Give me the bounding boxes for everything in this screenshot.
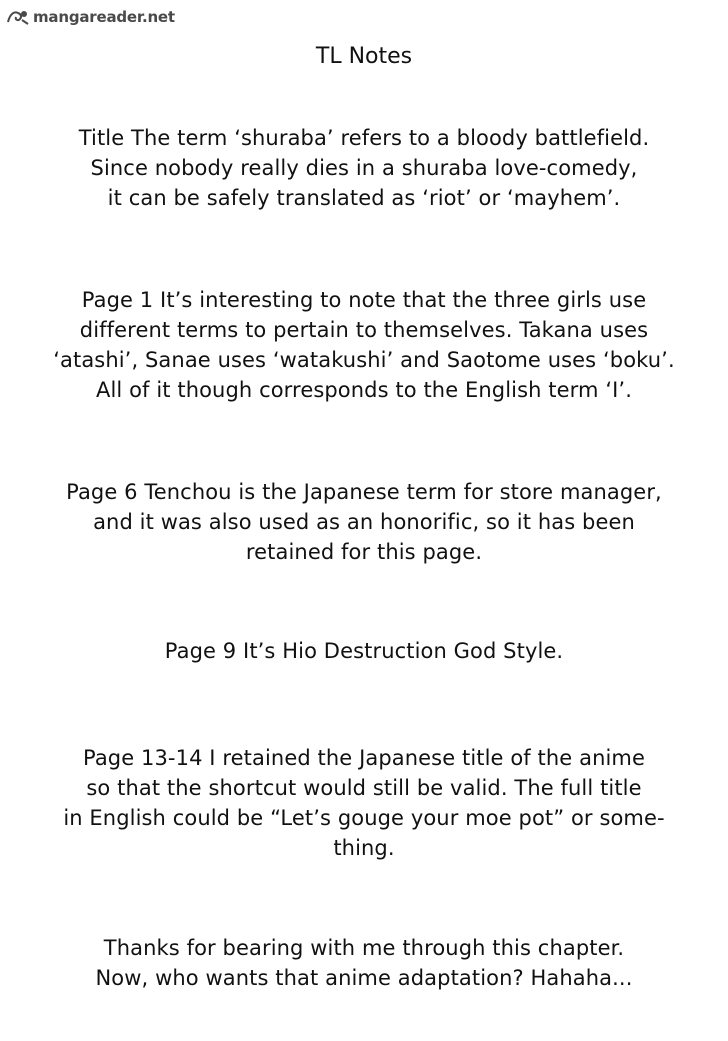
- site-watermark: [6, 8, 175, 26]
- note-line: thing.: [333, 836, 395, 860]
- note-title-term: [0, 123, 728, 213]
- note-page-13-14: [0, 743, 728, 863]
- note-line: and it was also used as an honorific, so it has been: [93, 510, 635, 534]
- note-line: retained for this page.: [245, 540, 483, 564]
- closing-line: Thanks for bearing with me through this chapter.: [103, 936, 625, 960]
- note-line: Page 13-14 I retained the Japanese title of the anime: [83, 746, 645, 770]
- closing-message: [0, 933, 728, 993]
- page-title: TL Notes: [315, 44, 413, 69]
- note-line: Page 6 Tenchou is the Japanese term for store manager,: [66, 480, 662, 504]
- note-line: All of it though corresponds to the English term ‘I’.: [96, 378, 632, 402]
- note-page-9: [0, 636, 728, 666]
- note-line: ‘atashi’, Sanae uses ‘watakushi’ and Saotome uses ‘boku’.: [53, 348, 675, 372]
- note-line: Title The term ‘shuraba’ refers to a bloody battlefield.: [78, 126, 650, 150]
- watermark-text: mangareader.net: [33, 8, 175, 26]
- note-line: different terms to pertain to themselves. Takana uses: [79, 318, 649, 342]
- note-line: it can be safely translated as ‘riot’ or ‘mayhem’.: [107, 186, 621, 210]
- note-line: in English could be “Let’s gouge your moe pot” or some-: [63, 806, 665, 830]
- note-line: Page 1 It’s interesting to note that the three girls use: [81, 288, 647, 312]
- note-page-1: [0, 285, 728, 405]
- closing-line: Now, who wants that anime adaptation? Hahaha...: [95, 966, 633, 990]
- note-page-6: [0, 477, 728, 567]
- note-line: Page 9 It’s Hio Destruction God Style.: [164, 639, 564, 663]
- mangareader-logo-icon: [6, 8, 30, 26]
- note-line: so that the shortcut would still be valid. The full title: [86, 776, 642, 800]
- note-line: Since nobody really dies in a shuraba love-comedy,: [90, 156, 638, 180]
